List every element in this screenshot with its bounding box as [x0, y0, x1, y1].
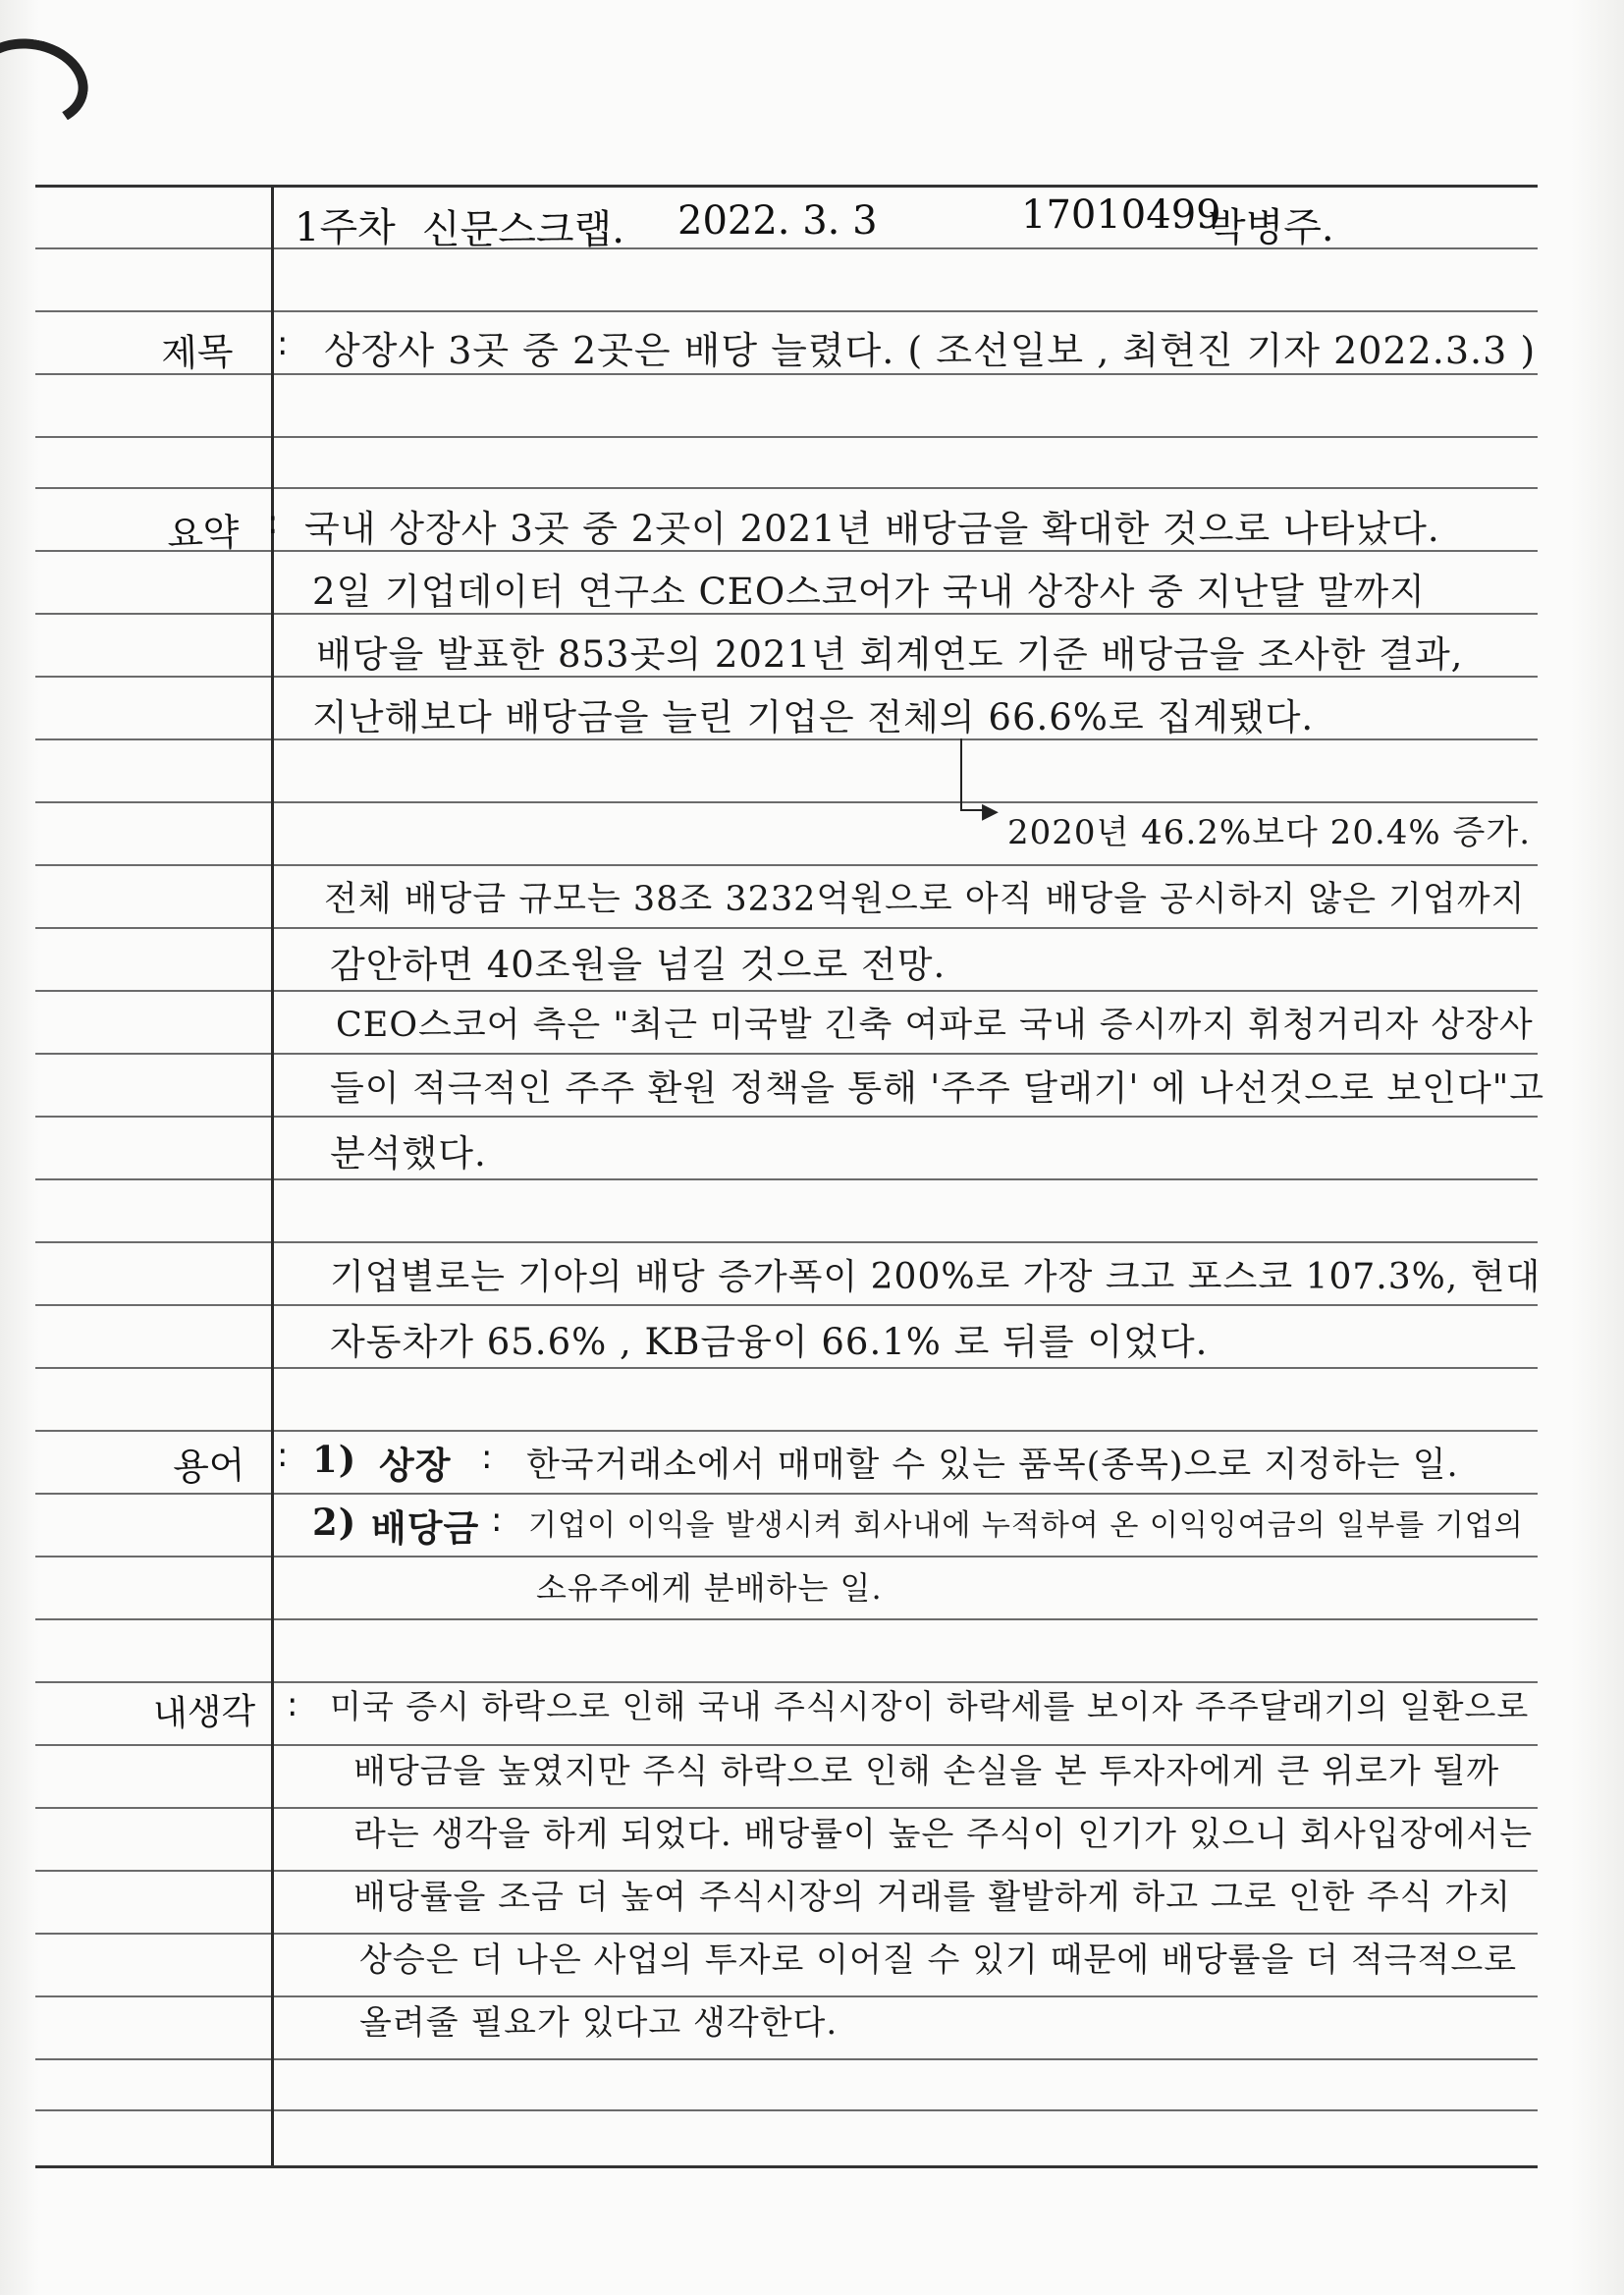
- summary-line: 전체 배당금 규모는 38조 3232억원으로 아직 배당을 공시하지 않은 기업까지: [324, 880, 1526, 919]
- rule-top: [35, 185, 1538, 188]
- summary-line: 지난해보다 배당금을 늘린 기업은 전체의 66.6%로 집계됐다.: [312, 696, 1315, 738]
- summary-label: 요약: [166, 510, 241, 557]
- colon: :: [277, 1436, 289, 1475]
- summary-line: 국내 상장사 3곳 중 2곳이 2021년 배당금을 확대한 것으로 나타났다.: [304, 508, 1440, 550]
- student-name: 박병주.: [1208, 205, 1334, 250]
- colon: :: [491, 1501, 503, 1540]
- header-title: 신문스크랩.: [422, 207, 624, 252]
- opinion-line: 배당률을 조금 더 높여 주식시장의 거래를 활발하게 하고 그로 인한 주식 가치: [353, 1878, 1512, 1917]
- summary-line: 배당을 발표한 853곳의 2021년 회계연도 기준 배당금을 조사한 결과,: [316, 633, 1464, 676]
- rule: [35, 2058, 1538, 2060]
- header-date: 2022. 3. 3: [677, 198, 878, 244]
- summary-line: 감안하면 40조원을 넘길 것으로 전망.: [330, 944, 947, 986]
- margin-line: [271, 187, 274, 2165]
- binder-ring-icon: [0, 29, 95, 137]
- rule: [35, 1053, 1538, 1055]
- summary-line: CEO스코어 측은 "최근 미국발 긴축 여파로 국내 증시까지 휘청거리자 상장사: [336, 1006, 1534, 1045]
- term-number: 2): [312, 1501, 357, 1544]
- rule: [35, 1116, 1538, 1118]
- term-number: 1): [312, 1438, 357, 1481]
- term-name: 상장: [379, 1444, 452, 1487]
- rule: [35, 990, 1538, 992]
- rule: [35, 801, 1538, 803]
- term-name: 배당금: [371, 1506, 480, 1550]
- rule: [35, 2109, 1538, 2111]
- rule: [35, 1618, 1538, 1620]
- term-definition: 한국거래소에서 매매할 수 있는 품목(종목)으로 지정하는 일.: [526, 1446, 1459, 1485]
- opinion-line: 상승은 더 나은 사업의 투자로 이어질 수 있기 때문에 배당률을 더 적극적으로: [359, 1940, 1518, 1980]
- opinion-line: 배당금을 높였지만 주식 하락으로 인해 손실을 본 투자자에게 큰 위로가 될까: [353, 1752, 1500, 1791]
- colon: :: [287, 1685, 298, 1724]
- summary-line: 분석했다.: [330, 1132, 487, 1175]
- rule-bottom: [35, 2165, 1538, 2168]
- term-definition: 기업이 이익을 발생시켜 회사내에 누적하여 온 이익잉여금의 일부를 기업의: [528, 1508, 1524, 1543]
- opinion-label: 내생각: [152, 1691, 257, 1735]
- opinion-line: 라는 생각을 하게 되었다. 배당률이 높은 주식이 인기가 있으니 회사입장에서는: [353, 1815, 1534, 1854]
- week-label: 1주차: [295, 205, 396, 250]
- rule: [35, 1178, 1538, 1180]
- student-id: 17010499: [1021, 192, 1221, 238]
- terms-label: 용어: [172, 1443, 246, 1490]
- opinion-line: 올려줄 필요가 있다고 생각한다.: [359, 2003, 839, 2043]
- summary-line: 자동차가 65.6% , KB금융이 66.1% 로 뒤를 이었다.: [330, 1321, 1209, 1363]
- article-title: 상장사 3곳 중 2곳은 배당 늘렸다. ( 조선일보 , 최현진 기자 2022.3.3 ): [324, 329, 1537, 372]
- rule: [35, 487, 1538, 489]
- rule: [35, 1367, 1538, 1369]
- rule: [35, 1430, 1538, 1432]
- rule: [35, 927, 1538, 929]
- rule: [35, 310, 1538, 312]
- summary-line: 2일 기업데이터 연구소 CEO스코어가 국내 상장사 중 지난달 말까지: [312, 571, 1426, 613]
- rule: [35, 1304, 1538, 1306]
- colon: :: [267, 503, 279, 542]
- summary-note: 2020년 46.2%보다 20.4% 증가.: [1007, 813, 1531, 852]
- summary-line: 들이 적극적인 주주 환원 정책을 통해 '주주 달래기' 에 나선것으로 보인다"고: [330, 1068, 1545, 1109]
- colon: :: [481, 1438, 493, 1477]
- rule: [35, 1241, 1538, 1243]
- rule: [35, 436, 1538, 438]
- arrow-head-icon: ▶: [982, 799, 999, 824]
- title-label: 제목: [160, 329, 235, 376]
- rule: [35, 864, 1538, 866]
- rule: [35, 1493, 1538, 1495]
- term-definition-cont: 소유주에게 분배하는 일.: [536, 1569, 883, 1607]
- summary-line: 기업별로는 기아의 배당 증가폭이 200%로 가장 크고 포스코 107.3%, 현대: [330, 1257, 1542, 1297]
- rule: [35, 1556, 1538, 1557]
- opinion-line: 미국 증시 하락으로 인해 국내 주식시장이 하락세를 보이자 주주달래기의 일환으로: [330, 1687, 1530, 1725]
- colon: :: [277, 324, 289, 363]
